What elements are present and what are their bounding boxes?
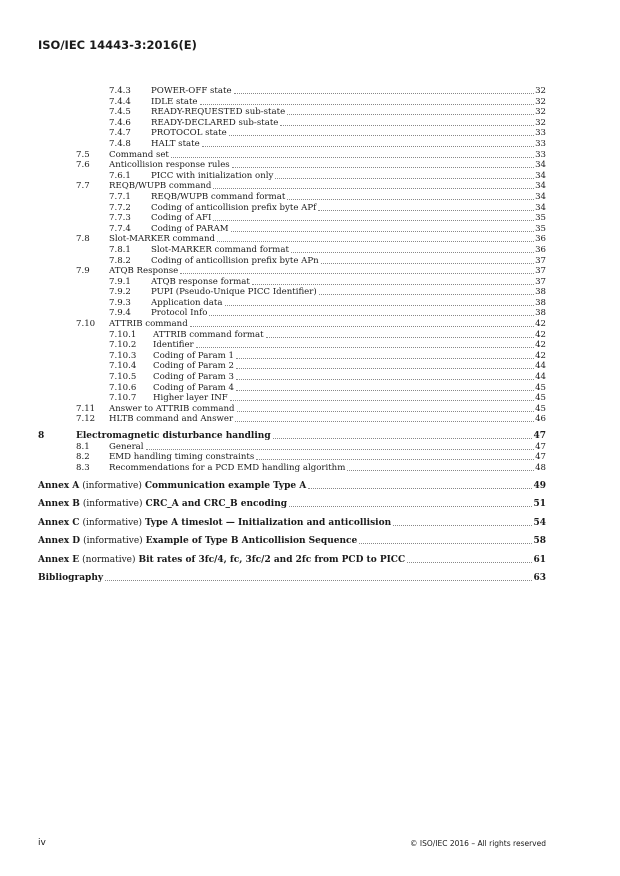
leader-dots [229,128,534,136]
toc-entry[interactable] [38,393,546,404]
toc-entry-page: 38 [535,308,546,319]
toc-entry-page: 35 [535,223,546,234]
leader-dots [237,404,535,412]
toc-entry-title: IDLE state [151,96,198,107]
annex-page: 58 [533,536,546,547]
toc-entry-number: 7.7.2 [109,202,131,213]
toc-entry[interactable] [38,383,546,394]
leader-dots [234,86,535,94]
annex-page: 61 [533,554,546,565]
toc-entry-page: 35 [535,213,546,224]
toc-entry-number: 7.7.3 [109,213,131,224]
leader-dots [171,150,534,158]
toc-entry-number: 7.8.2 [109,255,131,266]
annex-title: Communication example Type A [144,480,307,491]
toc-entry-number: 8.1 [76,441,90,452]
toc-entry-page: 32 [535,86,546,96]
annex-type: (informative) [82,499,143,510]
toc-entry-page: 44 [535,372,546,383]
toc-entry-number: 7.10.3 [109,350,137,361]
toc-entry-number: 7.10.6 [109,382,137,393]
annex-id: Annex A [38,480,80,491]
annex-page: 51 [533,499,546,510]
leader-dots [273,431,533,439]
toc-entry[interactable] [38,203,546,214]
bibliography-title: Bibliography [38,573,104,584]
toc-entry-page: 34 [535,181,546,192]
toc-entry-title: ATTRIB command [109,319,188,330]
toc-entry-title: HALT state [151,138,200,149]
toc-entry[interactable] [38,340,546,351]
toc-annex-entry[interactable] [38,535,546,547]
toc-entry[interactable] [38,234,546,245]
leader-dots [393,517,532,526]
toc-entry-number: 7.9.2 [109,287,131,298]
toc-entry-title: Slot-MARKER command [109,234,215,245]
toc-bibliography[interactable] [38,572,546,584]
toc-entry-number: 7.4.7 [109,128,131,139]
toc-entry-title: READY-DECLARED sub-state [151,117,279,128]
leader-dots [252,277,534,285]
annex-title: Type A timeslot — Initialization and anticollision [145,517,392,528]
toc-entry-title: ATQB response format [151,276,250,287]
toc-entry-title: REQB/WUPB command [109,181,212,192]
leader-dots [236,351,534,359]
annex-title: Example of Type B Anticollision Sequence [145,536,358,547]
toc-entry[interactable] [38,118,546,129]
toc-entry-number: 7.8.1 [109,244,131,255]
annex-title: CRC_A and CRC_B encoding [145,499,288,510]
toc-entry-title: EMD handling timing constraints [109,452,255,463]
page-number: iv [38,838,46,848]
toc-entry-page: 42 [535,350,546,361]
leader-dots [231,224,535,232]
toc-entry[interactable] [38,452,546,463]
toc-entry-page: 38 [535,297,546,308]
leader-dots [275,171,534,179]
toc-entry-title: General [109,441,144,452]
leader-dots [347,463,534,471]
toc-entry-page: 36 [535,244,546,255]
toc-entry-title: POWER-OFF state [151,86,232,96]
toc-entry[interactable] [38,404,546,415]
toc-entry-page: 48 [535,462,546,473]
copyright-notice: © ISO/IEC 2016 – All rights reserved [409,839,546,848]
toc-entry-page: 33 [535,138,546,149]
toc-entry-number: 7.12 [76,414,96,425]
toc-entry-number: 7.5 [76,149,90,160]
toc-entry-page: 34 [535,160,546,171]
toc-entry-page: 32 [535,117,546,128]
leader-dots [217,234,534,242]
toc-entry[interactable] [38,351,546,362]
toc-entry-title: ATQB Response [109,266,179,277]
leader-dots [232,160,534,168]
toc-entry-title: PICC with initialization only [151,170,274,181]
toc-entry-title: Coding of Param 3 [153,372,234,383]
toc-entry[interactable] [38,298,546,309]
toc-entry-title: READY-REQUESTED sub-state [151,107,286,118]
toc-entry[interactable] [38,330,546,341]
toc-entry-number: 7.8 [76,234,90,245]
toc-entry[interactable] [38,107,546,118]
annex-title: Bit rates of 3fc/4, fc, 3fc/2 and 2fc from PCD to PICC [138,554,406,565]
toc-entry-number: 7.6 [76,160,90,171]
toc-entry-title: Recommendations for a PCD EMD handling algorithm [109,462,346,473]
annex-id: Annex D [38,536,81,547]
leader-dots [180,266,534,274]
toc-entry-title: HLTB command and Answer [109,414,234,425]
toc-entries [38,86,546,473]
toc-entry[interactable] [38,139,546,150]
toc-entry-title: Coding of Param 2 [153,361,234,372]
toc-entry-number: 7.7.1 [109,191,131,202]
toc-entry[interactable] [38,442,546,453]
toc-entry-number: 7.6.1 [109,170,131,181]
leader-dots [236,383,534,391]
toc-entry[interactable] [38,181,546,192]
toc-entry-number: 7.9.1 [109,276,131,287]
toc-entry-title: Coding of PARAM [151,223,229,234]
leader-dots [235,414,534,422]
toc-entry-title: Coding of anticollision prefix byte APn [151,255,319,266]
toc-entry[interactable] [38,150,546,161]
leader-dots [236,361,534,369]
toc-entry-title: Coding of Param 1 [153,350,234,361]
leader-dots [105,572,532,581]
table-of-contents [38,86,546,584]
leader-dots [202,139,534,147]
leader-dots [213,181,534,189]
toc-entry-page: 42 [535,329,546,340]
toc-entry-title: ATTRIB command format [153,329,264,340]
toc-entry[interactable] [38,86,546,97]
toc-entry-number: 8.2 [76,452,90,463]
toc-entry-page: 37 [535,276,546,287]
toc-entry-page: 34 [535,202,546,213]
toc-entry-page: 33 [535,128,546,139]
leader-dots [291,245,534,253]
leader-dots [287,107,534,115]
annex-page: 54 [533,517,546,528]
toc-entry-title: Answer to ATTRIB command [109,403,235,414]
leader-dots [236,372,534,380]
toc-entry-number: 7.10 [76,319,96,330]
toc-entry-title: Coding of AFI [151,213,212,224]
leader-dots [190,319,534,327]
bibliography-page: 63 [533,573,546,584]
toc-entry-number: 7.4.6 [109,117,131,128]
toc-entry[interactable] [38,171,546,182]
toc-entry[interactable] [38,277,546,288]
annex-id: Annex E [38,554,80,565]
toc-entry[interactable] [38,431,546,442]
toc-entry-number: 8 [38,431,45,441]
toc-entry-number: 7.9.4 [109,308,131,319]
toc-annex-entry[interactable] [38,554,546,566]
toc-entry-page: 44 [535,361,546,372]
toc-entry-page: 37 [535,255,546,266]
toc-entry-title: Anticollision response rules [109,160,230,171]
toc-entry[interactable] [38,97,546,108]
toc-entry-page: 33 [535,149,546,160]
toc-entry-number: 7.11 [76,403,96,414]
toc-entry-number: 7.4.8 [109,138,131,149]
leader-dots [321,256,534,264]
toc-entry[interactable] [38,414,546,425]
annex-id: Annex C [38,517,80,528]
leader-dots [196,340,534,348]
toc-entry-title: Identifier [153,340,194,351]
toc-entry-number: 7.4.3 [109,86,131,96]
toc-entry-page: 37 [535,266,546,277]
toc-entry-page: 42 [535,319,546,330]
leader-dots [289,498,532,507]
toc-entry-page: 47 [535,441,546,452]
toc-entry-page: 34 [535,191,546,202]
toc-entry[interactable] [38,128,546,139]
toc-entry-title: REQB/WUPB command format [151,191,286,202]
toc-entry-page: 42 [535,340,546,351]
toc-entry-number: 7.10.2 [109,340,137,351]
leader-dots [318,203,534,211]
toc-entry[interactable] [38,213,546,224]
toc-entry-number: 7.10.1 [109,329,137,340]
toc-entry-number: 7.10.4 [109,361,137,372]
toc-entry-title: Coding of Param 4 [153,382,234,393]
toc-entry-page: 46 [535,414,546,425]
leader-dots [225,298,535,306]
annex-type: (normative) [82,554,136,565]
toc-entry-page: 45 [535,403,546,414]
leader-dots [209,308,534,316]
toc-entry-title: PUPI (Pseudo-Unique PICC Identifier) [151,287,317,298]
toc-entry-number: 7.9.3 [109,297,131,308]
toc-entry-title: PROTOCOL state [151,128,227,139]
toc-entry-title: Higher layer INF [153,393,228,404]
toc-entry[interactable] [38,224,546,235]
leader-dots [319,287,534,295]
toc-annex-entry[interactable] [38,517,546,529]
annex-page: 49 [533,480,546,491]
toc-entry-number: 7.4.5 [109,107,131,118]
leader-dots [287,192,534,200]
toc-entry[interactable] [38,192,546,203]
annex-id: Annex B [38,499,80,510]
toc-entry-page: 32 [535,96,546,107]
toc-entry-page: 36 [535,234,546,245]
toc-entry-title: Slot-MARKER command format [151,244,289,255]
leader-dots [146,442,535,450]
toc-entry[interactable] [38,372,546,383]
toc-entry-number: 7.7.4 [109,223,131,234]
toc-entry[interactable] [38,245,546,256]
toc-entry-number: 7.9 [76,266,90,277]
toc-entry-title: Protocol Info [151,308,208,319]
toc-entry-page: 45 [535,393,546,404]
annex-type: (informative) [83,536,143,547]
toc-entry-number: 7.4.4 [109,96,131,107]
toc-entry-number: 7.10.5 [109,372,137,383]
leader-dots [230,393,534,401]
toc-entry[interactable] [38,287,546,298]
toc-entry-number: 8.3 [76,462,90,473]
toc-entry[interactable] [38,463,546,474]
toc-entry-page: 47 [533,431,546,441]
toc-entry-title: Electromagnetic disturbance handling [76,431,271,441]
leader-dots [308,480,532,489]
toc-entry-page: 32 [535,107,546,118]
leader-dots [280,118,534,126]
toc-annexes [38,480,546,585]
leader-dots [407,554,532,563]
toc-entry-title: Command set [109,149,169,160]
leader-dots [359,535,532,544]
toc-entry[interactable] [38,361,546,372]
annex-type: (informative) [82,517,143,528]
leader-dots [266,330,534,338]
toc-entry[interactable] [38,308,546,319]
toc-entry-number: 7.7 [76,181,90,192]
toc-entry[interactable] [38,160,546,171]
toc-entry-title: Coding of anticollision prefix byte APf [151,202,317,213]
document-header: ISO/IEC 14443-3:2016(E) [38,38,197,52]
toc-entry-page: 34 [535,170,546,181]
toc-entry[interactable] [38,256,546,267]
toc-entry-number: 7.10.7 [109,393,137,404]
toc-entry-page: 47 [535,452,546,463]
toc-annex-entry[interactable] [38,498,546,510]
toc-entry-page: 38 [535,287,546,298]
toc-entry-page: 45 [535,382,546,393]
leader-dots [256,452,534,460]
leader-dots [213,213,534,221]
leader-dots [200,97,535,105]
toc-entry-title: Application data [151,297,223,308]
toc-entry[interactable] [38,319,546,330]
annex-type: (informative) [82,480,142,491]
toc-annex-entry[interactable] [38,480,546,492]
toc-entry[interactable] [38,266,546,277]
